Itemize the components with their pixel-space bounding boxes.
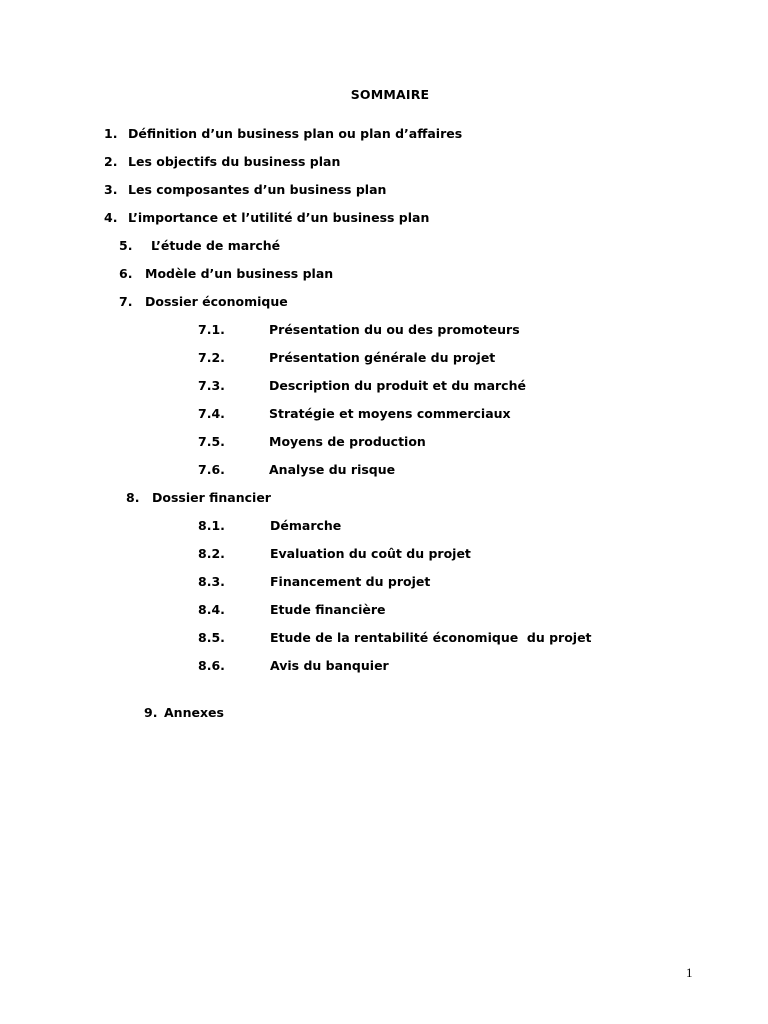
toc-item-number: 5. xyxy=(119,238,133,253)
toc-subitem-label: Financement du projet xyxy=(270,574,431,589)
page-number: 1 xyxy=(686,965,693,980)
toc-item-label: Définition d’un business plan ou plan d’affaires xyxy=(128,126,463,141)
toc-subitem-number: 8.3. xyxy=(198,574,225,589)
toc-item-number: 3. xyxy=(104,182,118,197)
toc-item-number: 1. xyxy=(104,126,118,141)
toc-subitem-number: 7.6. xyxy=(198,462,225,477)
toc-subitem-number: 7.1. xyxy=(198,322,225,337)
toc-item-label: L’étude de marché xyxy=(151,238,281,253)
toc-subitem-number: 8.4. xyxy=(198,602,225,617)
toc-subitem-label: Moyens de production xyxy=(269,434,426,449)
toc-subitem-number: 8.5. xyxy=(198,630,225,645)
toc-subitem-number: 8.6. xyxy=(198,658,225,673)
toc-item-number: 7. xyxy=(119,294,133,309)
toc-item-label: Les objectifs du business plan xyxy=(128,154,341,169)
toc-subitem-label: Avis du banquier xyxy=(270,658,389,673)
toc-subitem-label: Etude financière xyxy=(270,602,386,617)
toc-subitem-label: Présentation générale du projet xyxy=(269,350,496,365)
toc-subitem-label: Analyse du risque xyxy=(269,462,396,477)
toc-item-label: Les composantes d’un business plan xyxy=(128,182,387,197)
toc-subitem-label: Présentation du ou des promoteurs xyxy=(269,322,520,337)
page-title: SOMMAIRE xyxy=(350,87,430,102)
toc-item-number: 9. xyxy=(144,705,158,720)
toc-subitem-number: 7.5. xyxy=(198,434,225,449)
toc-item-label: L’importance et l’utilité d’un business plan xyxy=(128,210,430,225)
toc-subitem-number: 7.4. xyxy=(198,406,225,421)
toc-subitem-number: 8.1. xyxy=(198,518,225,533)
toc-subitem-number: 7.2. xyxy=(198,350,225,365)
toc-item-label: Modèle d’un business plan xyxy=(145,266,334,281)
toc-item-label: Dossier financier xyxy=(152,490,271,505)
toc-subitem-number: 8.2. xyxy=(198,546,225,561)
toc-subitem-label: Description du produit et du marché xyxy=(269,378,526,393)
toc-subitem-label: Stratégie et moyens commerciaux xyxy=(269,406,511,421)
toc-subitem-label: Etude de la rentabilité économique du projet xyxy=(270,630,592,645)
toc-item-label: Annexes xyxy=(164,705,224,720)
toc-subitem-number: 7.3. xyxy=(198,378,225,393)
toc-subitem-label: Démarche xyxy=(270,518,342,533)
toc-item-number: 4. xyxy=(104,210,118,225)
toc-item-number: 8. xyxy=(126,490,140,505)
toc-item-label: Dossier économique xyxy=(145,294,288,309)
toc-item-number: 6. xyxy=(119,266,133,281)
toc-subitem-label: Evaluation du coût du projet xyxy=(270,546,471,561)
toc-item-number: 2. xyxy=(104,154,118,169)
